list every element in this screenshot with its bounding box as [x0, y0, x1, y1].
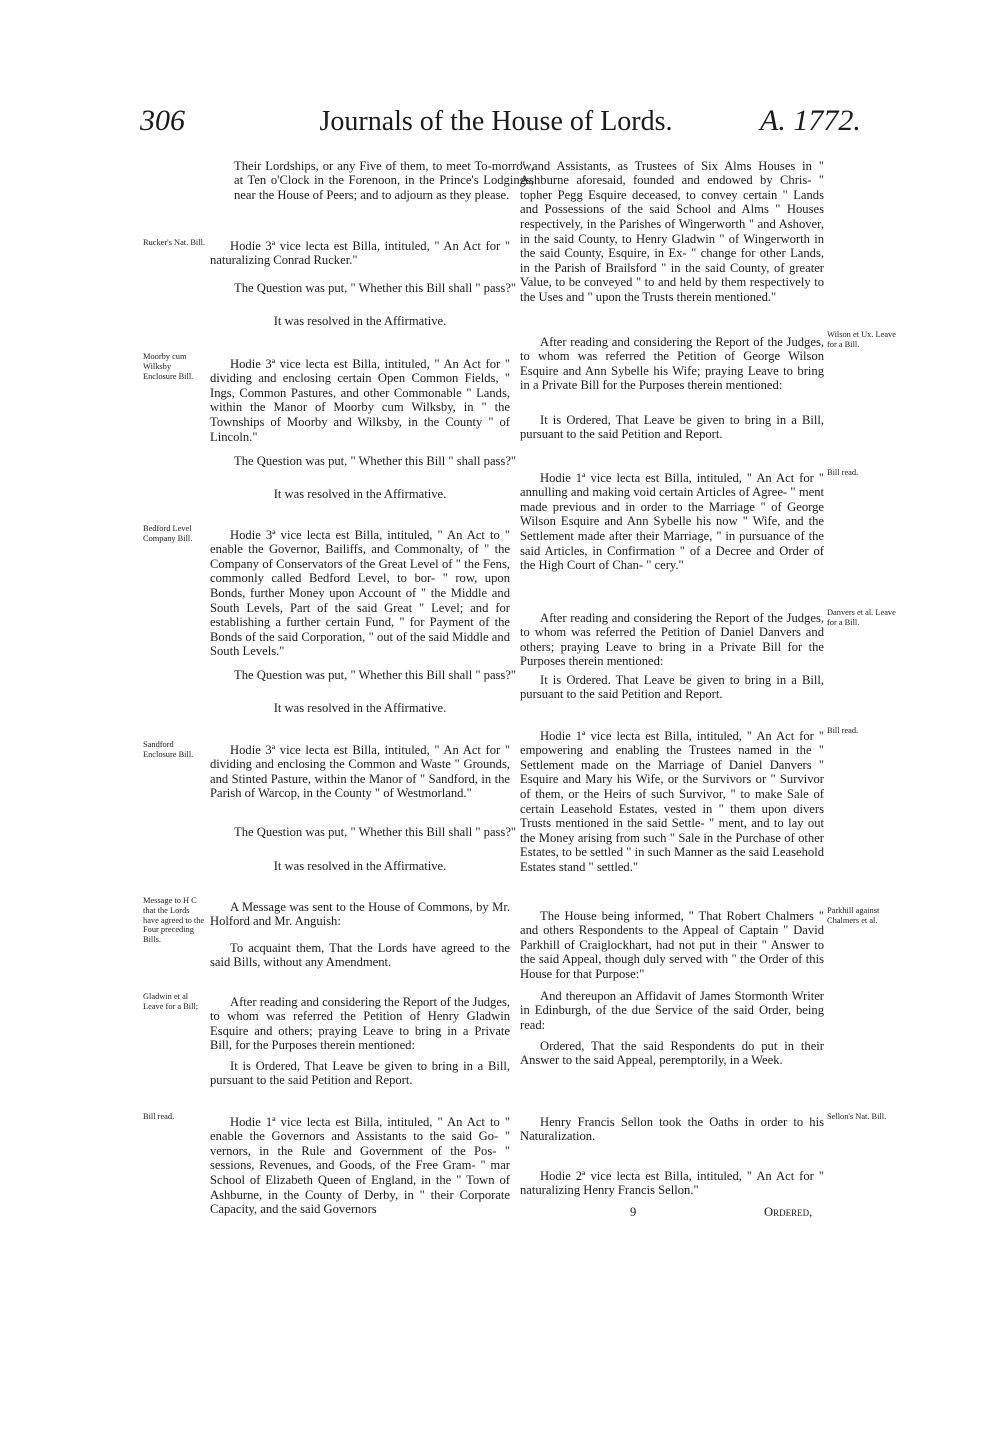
paragraph: It is Ordered, That Leave be given to bring in a Bill, pursuant to the said Petition and Report.	[520, 412, 824, 442]
paragraph: After reading and considering the Report of the Judges, to whom was referred the Petition of George Wilson Esquire and Ann Sybelle his Wife; praying Leave to bring in a Private Bill for the Purposes therein mentioned:	[520, 334, 824, 393]
margin-note: Bill read.	[827, 468, 859, 478]
paragraph: After reading and considering the Report of the Judges, to whom was referred the Petition of Henry Gladwin Esquire and others; praying Leave to bring in a Private Bill, for the Purposes therein mentioned:	[210, 994, 510, 1053]
paragraph: It was resolved in the Affirmative.	[273, 700, 447, 715]
paragraph: Ordered, That the said Respondents do put in their Answer to the said Appeal, peremptorily, in a Week.	[520, 1038, 824, 1068]
paragraph: Hodie 3ª vice lecta est Billa, intituled, " An Act for " dividing and enclosing certain Open Common Fields, " Ings, Common Pastures, and other Commonable " Lands, within the Manor of Moorby cum Wilksby, in " the Townships of Moorby and Wilksby, in the County " of Lincoln."	[210, 356, 510, 444]
paragraph: The House being informed, " That Robert Chalmers " and others Respondents to the Appeal of Captain " David Parkhill of Craiglockhart, had not put in their " Answer to the said Appeal, though duly served with " the Order of this House for that Purpose:"	[520, 908, 824, 981]
paragraph: It was resolved in the Affirmative.	[273, 858, 447, 873]
paragraph: A Message was sent to the House of Commons, by Mr. Holford and Mr. Anguish:	[210, 899, 510, 929]
journal-title: Journals of the House of Lords.	[319, 106, 673, 137]
margin-note: Sandford Enclosure Bill.	[143, 740, 194, 759]
paragraph: Their Lordships, or any Five of them, to meet To-morrow, at Ten o'Clock in the Forenoon, in the Prince's Lodgings, near the House of Peers; and to adjourn as they please.	[234, 158, 534, 202]
paragraph: To acquaint them, That the Lords have agreed to the said Bills, without any Amendment.	[210, 940, 510, 970]
margin-note: Bill read.	[827, 726, 859, 736]
paragraph: It was resolved in the Affirmative.	[273, 486, 447, 501]
paragraph: The Question was put, " Whether this Bill shall " pass?"	[234, 667, 517, 682]
margin-note: Gladwin et al Leave for a Bill;	[143, 992, 199, 1011]
paragraph: After reading and considering the Report of the Judges, to whom was referred the Petition of Daniel Danvers and others; praying Leave to bring in a Private Bill for the Purposes therein mentioned:	[520, 610, 824, 669]
paragraph: " and Assistants, as Trustees of Six Alms Houses in " Ashburne aforesaid, founded and endowed by Chris- " topher Pegg Esquire deceased, to convey certain " Lands and Possessions of the said School and Alms " Houses respectively, in the Parishes of Wingerworth " and Ashover, in the said County, to Henry Gladwin " of Wingerworth in the said County, Esquire, in Ex- " change for other Lands, in the Parish of Brailsford " in the said County, of greater Value, to be conveyed " to and held by them respectively to the Uses and " upon the Trusts therein mentioned."	[520, 158, 824, 304]
paragraph: The Question was put, " Whether this Bill shall " pass?"	[234, 280, 517, 295]
paragraph: The Question was put, " Whether this Bill " shall pass?"	[234, 453, 517, 468]
margin-note: Bedford Level Company Bill.	[143, 524, 193, 543]
paragraph: The Question was put, " Whether this Bill shall " pass?"	[234, 824, 517, 839]
margin-note: Parkhill against Chalmers et al.	[827, 906, 880, 925]
page-header	[0, 104, 992, 144]
margin-note: Moorby cum Wilksby Enclosure Bill.	[143, 352, 194, 381]
paragraph: It was resolved in the Affirmative.	[273, 313, 447, 328]
signature-mark: 9	[630, 1205, 637, 1219]
paragraph: Hodie 2ª vice lecta est Billa, intituled, " An Act for " naturalizing Henry Francis Sellon."	[520, 1168, 824, 1198]
paragraph: Henry Francis Sellon took the Oaths in order to his Naturalization.	[520, 1114, 824, 1144]
margin-note: Rucker's Nat. Bill.	[143, 238, 205, 248]
paragraph: It is Ordered, That Leave be given to bring in a Bill, pursuant to the said Petition and Report.	[210, 1058, 510, 1088]
paragraph: Hodie 3ª vice lecta est Billa, intituled, " An Act to " enable the Governor, Bailiffs, and Commonalty, of " the Company of Conservators of the Great Level of " the Fens, commonly called Bedford Level, to bor- " row, upon Bonds, further Money upon Account of " the Middle and South Levels, Part of the said Great " Level; and for establishing a further certain Fund, " for Payment of the Bonds of the said Corporation, " out of the said Middle and South Levels."	[210, 527, 510, 659]
margin-note: Message to H C that the Lords have agreed to the Four preceding Bills.	[143, 896, 205, 944]
page-number: 306	[140, 104, 185, 137]
margin-note: Bill read.	[143, 1112, 175, 1122]
paragraph: Hodie 1ª vice lecta est Billa, intituled, " An Act for " empowering and enabling the Trustees named in the " Settlement made on the Marriage of Daniel Danvers " Esquire and Mary his Wife, or the Survivors or " Survivor of them, or the Heirs of such Survivor, " to make Sale of certain Leasehold Estates, vested in " them upon divers Trusts mentioned in the said Settle- " ment, and to lay out the Money arising from such " Sale in the Purchase of other Estates, to be settled " in such Manner as the said Leasehold Estates stand " settled."	[520, 728, 824, 874]
margin-note: Sellon's Nat. Bill.	[827, 1112, 887, 1122]
paragraph: Hodie 1ª vice lecta est Billa, intituled, " An Act to " enable the Governors and Assistants to the said Go- " vernors, in the Rule and Government of the Pos- " sessions, Revenues, and Goods, of the Free Gram- " mar School of Elizabeth Queen of England, in the " Town of Ashburne, in the County of Derby, in " their Corporate Capacity, and the said Governors	[210, 1114, 510, 1217]
paragraph: Hodie 3ª vice lecta est Billa, intituled, " An Act for " naturalizing Conrad Rucker."	[210, 238, 510, 268]
paragraph: It is Ordered. That Leave be given to bring in a Bill, pursuant to the said Petition and Report.	[520, 672, 824, 702]
paragraph: Hodie 3ª vice lecta est Billa, intituled, " An Act for " dividing and enclosing the Common and Waste " Grounds, and Stinted Pasture, within the Manor of " Sandford, in the Parish of Warcop, in the County " of Westmorland."	[210, 742, 510, 801]
year-heading: A. 1772.	[760, 104, 861, 137]
catchword: Ordered,	[764, 1205, 813, 1219]
margin-note: Wilson et Ux. Leave for a Bill.	[827, 330, 896, 349]
paragraph: And thereupon an Affidavit of James Stormonth Writer in Edinburgh, of the due Service of the said Order, being read:	[520, 988, 824, 1032]
paragraph: Hodie 1ª vice lecta est Billa, intituled, " An Act for " annulling and making void certain Articles of Agree- " ment made previous and in order to the Marriage " of George Wilson Esquire and Ann Sybelle his now " Wife, and the Settlement made after their Marriage, " in pursuance of the said Articles, in Confirmation " of a Decree and Order of the High Court of Chan- " cery."	[520, 470, 824, 573]
margin-note: Danvers et al. Leave for a Bill.	[827, 608, 896, 627]
